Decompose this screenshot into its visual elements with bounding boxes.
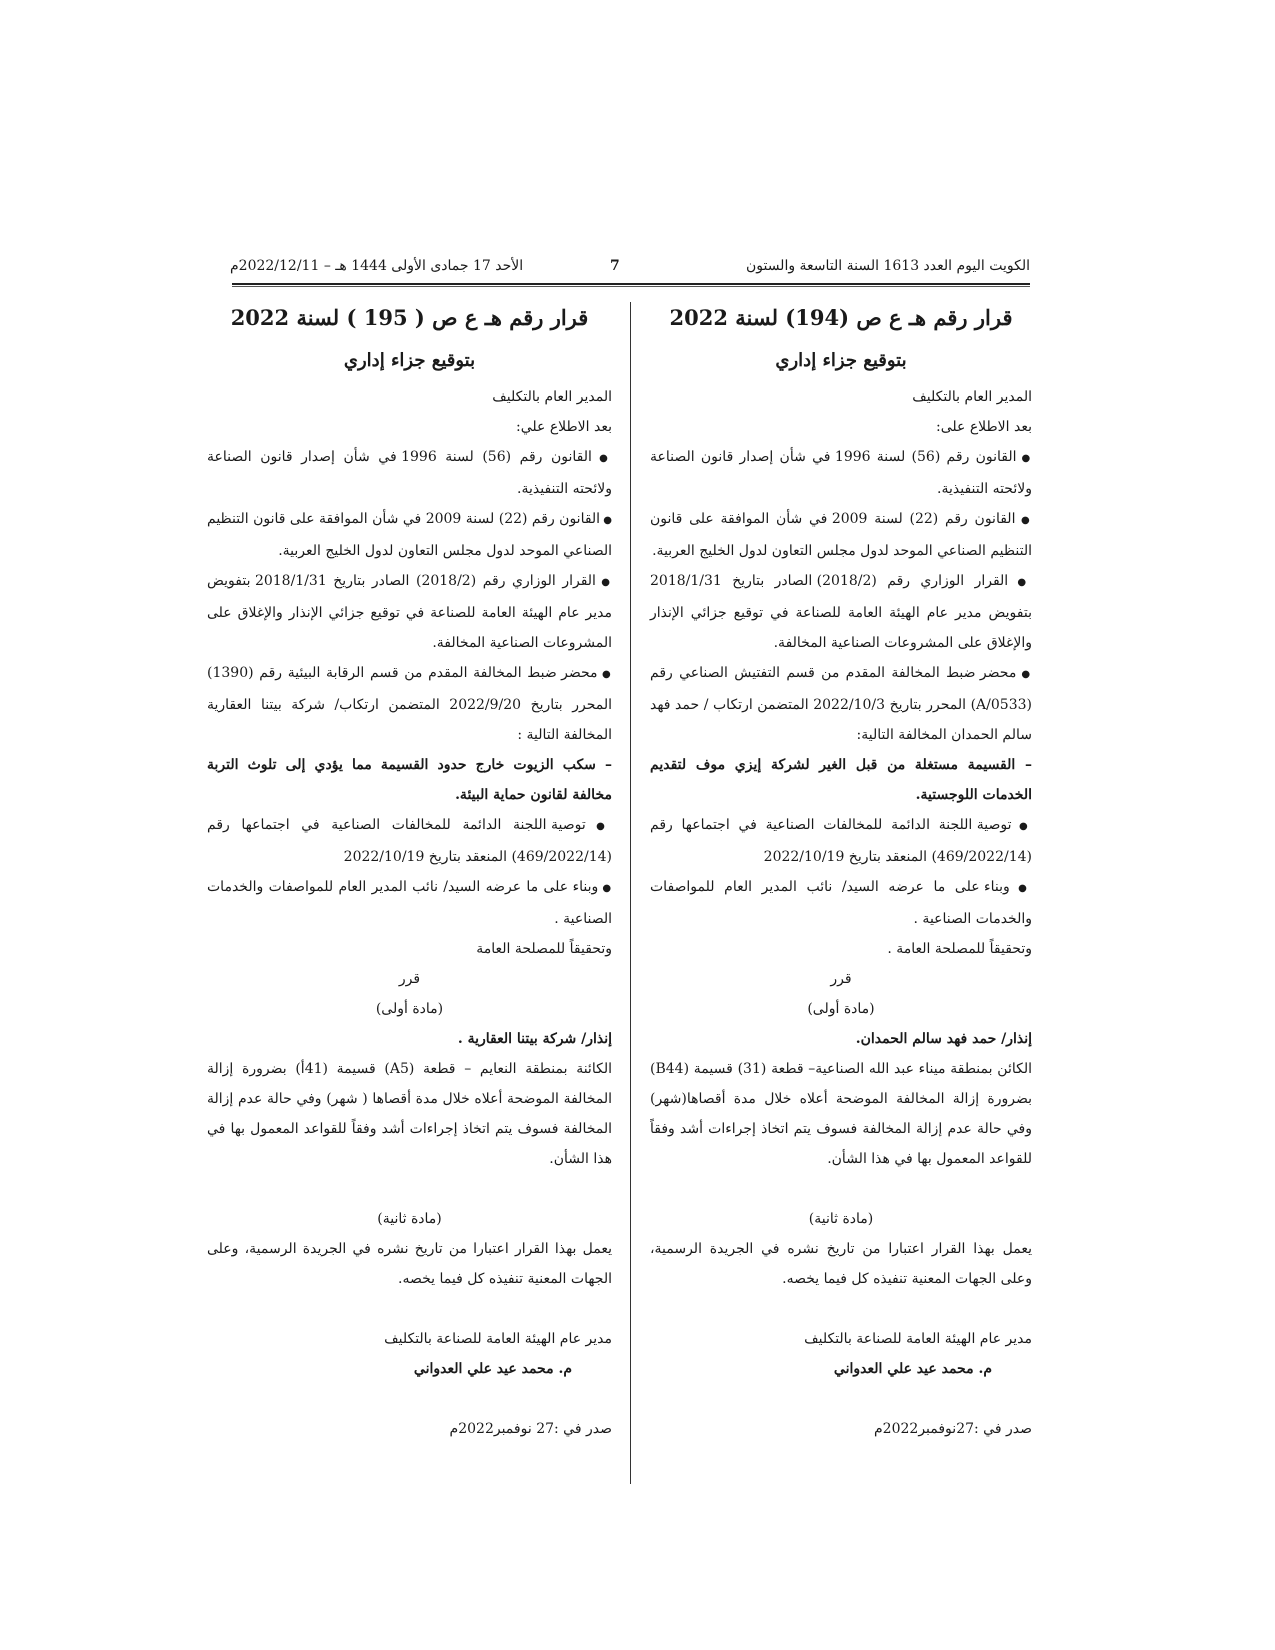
decision-195 xyxy=(207,300,612,1444)
article-2-heading: (مادة ثانية) xyxy=(377,1211,442,1227)
decision-intro: المدير العام بالتكليف xyxy=(492,389,612,405)
violation-text: – القسيمة مستغلة من قبل الغير لشركة إيزي موف لتقديم الخدمات اللوجستية. xyxy=(650,757,1032,803)
public-interest: وتحقيقاً للمصلحة العامة xyxy=(476,941,612,957)
article-1-body: الكائن بمنطقة ميناء عبد الله الصناعية– قطعة (31) قسيمة (B44) بضرورة إزالة المخالفة الموضحة أعلاه خلال مدة أقصاها(شهر) وفي حالة عدم إزالة المخالفة فسوف يتم اتخاذ إجراءات أشد وفقاً للقواعد المعمول بها في هذا الشأن. xyxy=(650,1061,1032,1167)
spacer xyxy=(207,1294,612,1324)
after-review: بعد الاطلاع علي: xyxy=(516,419,612,435)
list-item: ● توصية اللجنة الدائمة للمخالفات الصناعية في اجتماعها رقم (469/2022/14) المنعقد بتاريخ 2022/10/19 xyxy=(207,810,612,872)
violation-text: – سكب الزيوت خارج حدود القسيمة مما يؤدي إلى تلوث التربة مخالفة لقانون حماية البيئة. xyxy=(207,757,612,803)
issue-date: صدر في :27 نوفمبر2022م xyxy=(449,1421,612,1437)
decided-label: قرر xyxy=(398,971,421,987)
article-2-body: يعمل بهذا القرار اعتبارا من تاريخ نشره في الجريدة الرسمية، وعلى الجهات المعنية تنفيذه كل فيما يخصه. xyxy=(650,1241,1032,1287)
list-item: ● القانون رقم (56) لسنة 1996 في شأن إصدار قانون الصناعة ولائحته التنفيذية. xyxy=(207,442,612,504)
public-interest: وتحقيقاً للمصلحة العامة . xyxy=(887,941,1032,957)
article-2-heading: (مادة ثانية) xyxy=(808,1211,874,1227)
list-item: ● محضر ضبط المخالفة المقدم من قسم التفتيش الصناعي رقم (0533/A) المحرر بتاريخ 2022/10/3 المتضمن ارتكاب / حمد فهد سالم الحمدان المخالفة التالية: xyxy=(650,658,1032,750)
decision-intro: المدير العام بالتكليف xyxy=(912,389,1032,405)
decided-label: قرر xyxy=(830,971,852,987)
column-divider xyxy=(630,302,631,1484)
header-rule xyxy=(232,283,1030,285)
decision-194 xyxy=(650,300,1032,1444)
article-1-heading: (مادة أولى) xyxy=(807,1001,875,1017)
list-item: ● وبناء على ما عرضه السيد/ نائب المدير العام للمواصفات والخدمات الصناعية . xyxy=(207,872,612,934)
list-item: ● القرار الوزاري رقم (2018/2) الصادر بتاريخ 2018/1/31 بتفويض مدير عام الهيئة العامة للصناعة في توقيع جزائي الإنذار والإغلاق على المشروعات الصناعية المخالفة. xyxy=(650,566,1032,658)
spacer xyxy=(650,1174,1032,1204)
spacer xyxy=(207,1384,612,1414)
after-review: بعد الاطلاع على: xyxy=(936,419,1032,435)
spacer xyxy=(650,1294,1032,1324)
page-number: 7 xyxy=(610,258,620,274)
header-rule-thin xyxy=(232,286,1030,287)
spacer xyxy=(650,1384,1032,1414)
signature-title: مدير عام الهيئة العامة للصناعة بالتكليف xyxy=(384,1331,612,1347)
warning-line: إنذار/ شركة بيتنا العقارية . xyxy=(457,1031,612,1047)
article-2-body: يعمل بهذا القرار اعتبارا من تاريخ نشره في الجريدة الرسمية، وعلى الجهات المعنية تنفيذه كل فيما يخصه. xyxy=(207,1241,612,1287)
list-item: ● محضر ضبط المخالفة المقدم من قسم الرقابة البيئية رقم (1390) المحرر بتاريخ 2022/9/20 المتضمن ارتكاب/ شركة بيتنا العقارية المخالفة التالية : xyxy=(207,658,612,750)
header-publication: الكويت اليوم العدد 1613 السنة التاسعة والستون xyxy=(745,258,1030,274)
decision-title: قرار رقم هـ ع ص ( 195 ) لسنة 2022 xyxy=(230,305,589,330)
decision-subtitle: بتوقيع جزاء إداري xyxy=(775,350,907,371)
spacer xyxy=(207,1174,612,1204)
issue-date: صدر في :27نوفمبر2022م xyxy=(874,1421,1032,1437)
article-1-body: الكائنة بمنطقة النعايم – قطعة (A5) قسيمة (41أ) بضرورة إزالة المخالفة الموضحة أعلاه خلال مدة أقصاها ( شهر) وفي حالة عدم إزالة المخالفة فسوف يتم اتخاذ إجراءات أشد وفقاً للقواعد المعمول بها في هذا الشأن. xyxy=(207,1061,612,1167)
decision-title: قرار رقم هـ ع ص (194) لسنة 2022 xyxy=(669,305,1013,330)
article-1-heading: (مادة أولى) xyxy=(375,1001,444,1017)
signature-title: مدير عام الهيئة العامة للصناعة بالتكليف xyxy=(804,1331,1032,1347)
list-item: ● وبناء على ما عرضه السيد/ نائب المدير العام للمواصفات والخدمات الصناعية . xyxy=(650,872,1032,934)
signature-name: م. محمد عيد علي العدواني xyxy=(413,1361,572,1377)
header-date: الأحد 17 جمادى الأولى 1444 هـ – 2022/12/11م xyxy=(230,258,524,274)
decision-subtitle: بتوقيع جزاء إداري xyxy=(343,350,476,371)
warning-line: إنذار/ حمد فهد سالم الحمدان. xyxy=(855,1031,1032,1047)
signature-name: م. محمد عيد علي العدواني xyxy=(833,1361,992,1377)
list-item: ● القانون رقم (22) لسنة 2009 في شأن الموافقة على قانون التنظيم الصناعي الموحد لدول مجلس التعاون لدول الخليج العربية. xyxy=(650,504,1032,566)
page-header xyxy=(230,258,1030,280)
list-item: ● القرار الوزاري رقم (2018/2) الصادر بتاريخ 2018/1/31 بتفويض مدير عام الهيئة العامة للصناعة في توقيع جزائي الإنذار والإغلاق على المشروعات الصناعية المخالفة. xyxy=(207,566,612,658)
list-item: ● توصية اللجنة الدائمة للمخالفات الصناعية في اجتماعها رقم (469/2022/14) المنعقد بتاريخ 2022/10/19 xyxy=(650,810,1032,872)
list-item: ● القانون رقم (22) لسنة 2009 في شأن الموافقة على قانون التنظيم الصناعي الموحد لدول مجلس التعاون لدول الخليج العربية. xyxy=(207,504,612,566)
list-item: ● القانون رقم (56) لسنة 1996 في شأن إصدار قانون الصناعة ولائحته التنفيذية. xyxy=(650,442,1032,504)
